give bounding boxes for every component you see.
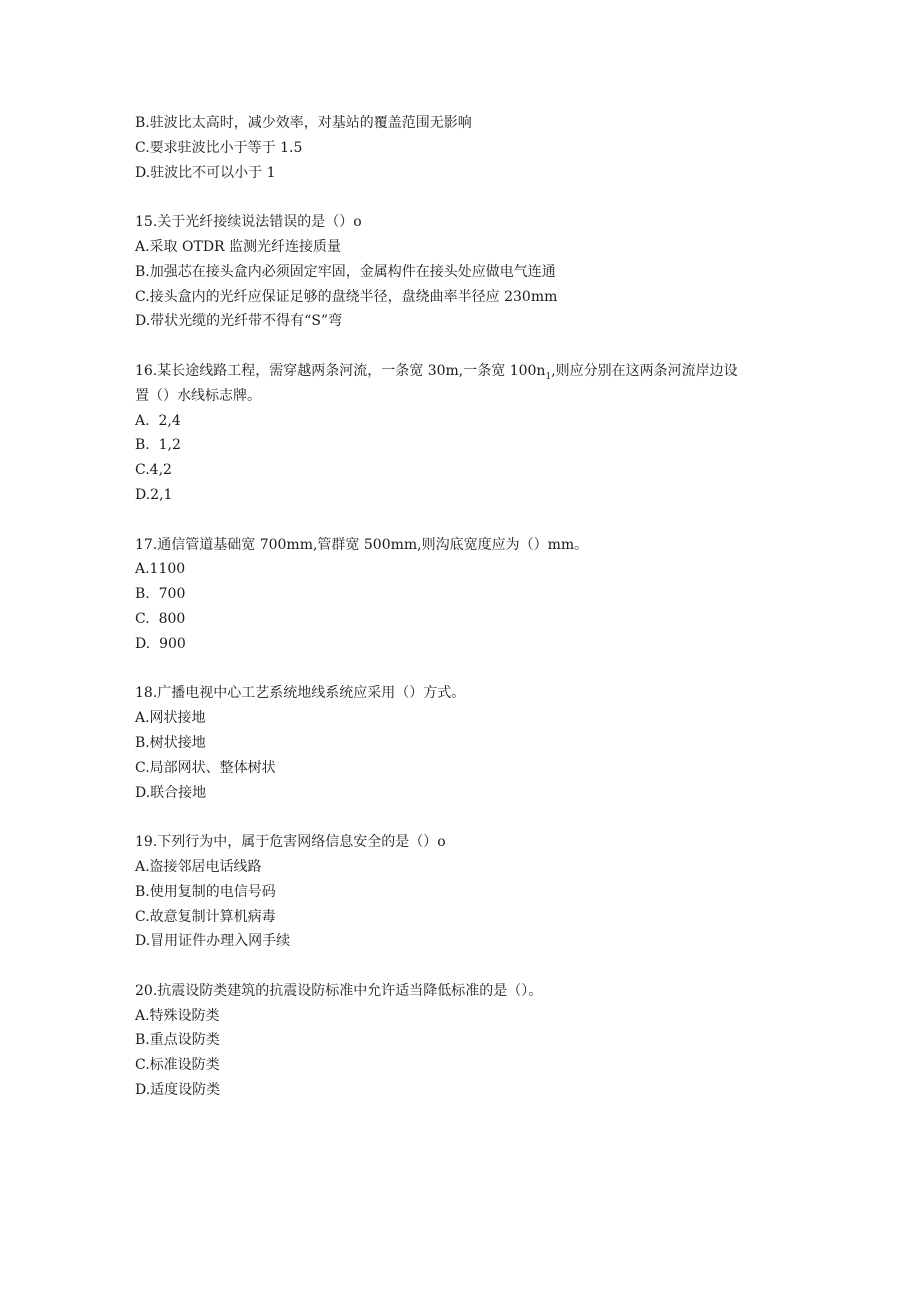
option-a: A.盗接邻居电话线路	[135, 858, 262, 875]
option-a: A.采取 OTDR 监测光纤连接质量	[135, 238, 342, 255]
option-b: B. 700	[135, 586, 186, 603]
option-b: B.驻波比太高时，减少效率，对基站的覆盖范围无影响	[135, 115, 472, 131]
option-d: D. 900	[135, 635, 186, 652]
option-a: A.网状接地	[135, 710, 206, 727]
spacer	[135, 657, 795, 682]
option-c: C.故意复制计算机病毒	[135, 908, 276, 925]
stem-text: ,则应分别在这两条河流岸边设	[551, 362, 738, 379]
question-list	[135, 111, 795, 1103]
question-stem: 20.抗震设防类建筑的抗震设防标准中允许适当降低标准的是（）。	[135, 982, 543, 999]
option-b: B.树状接地	[135, 734, 206, 751]
question-stem-line-1	[135, 359, 795, 384]
option-b: B. 1,2	[135, 437, 181, 454]
question-15	[135, 210, 795, 334]
option-a: A. 2,4	[135, 412, 181, 429]
option-d: D.适度设防类	[135, 1082, 221, 1099]
question-17	[135, 533, 795, 657]
question-stem: 18.广播电视中心工艺系统地线系统应采用（）方式。	[135, 685, 466, 702]
option-c: C.要求驻波比小于等于 1.5	[135, 139, 303, 156]
stem-subscript: 1	[545, 371, 552, 382]
question-20	[135, 979, 795, 1103]
option-c: C.接头盒内的光纤应保证足够的盘绕半径，盘绕曲率半径应 230mm	[135, 288, 558, 305]
option-d: D.驻波比不可以小于 1	[135, 164, 276, 181]
option-a: A.1100	[135, 561, 186, 578]
option-c: C.4,2	[135, 462, 172, 479]
question-19	[135, 830, 795, 954]
question-stem: 17.通信管道基础宽 700mm,管群宽 500mm,则沟底宽度应为（）mm。	[135, 536, 589, 553]
question-14-options	[135, 111, 795, 185]
question-stem: 15.关于光纤接续说法错误的是（）o	[135, 214, 362, 231]
stem-text: 16.某长途线路工程，需穿越两条河流，一条宽 30m,一条宽 100n	[135, 362, 546, 379]
option-d: D.带状光缆的光纤带不得有“S”弯	[135, 313, 343, 330]
option-c: C.标准设防类	[135, 1057, 220, 1074]
option-c: C.局部网状、整体树状	[135, 759, 276, 776]
option-b: B.加强芯在接头盒内必须固定牢固，金属构件在接头处应做电气连通	[135, 263, 556, 280]
option-c: C. 800	[135, 610, 186, 627]
spacer	[135, 334, 795, 359]
option-d: D.冒用证件办理入网手续	[135, 933, 291, 950]
option-d: D.2,1	[135, 486, 173, 503]
option-b: B.重点设防类	[135, 1032, 220, 1049]
option-b: B.使用复制的电信号码	[135, 883, 276, 900]
spacer	[135, 508, 795, 533]
spacer	[135, 954, 795, 979]
question-stem: 19.下列行为中，属于危害网络信息安全的是（）o	[135, 834, 446, 851]
spacer	[135, 185, 795, 210]
option-a: A.特殊设防类	[135, 1007, 220, 1024]
question-16	[135, 359, 795, 508]
question-18	[135, 681, 795, 805]
spacer	[135, 805, 795, 830]
option-d: D.联合接地	[135, 784, 207, 801]
question-stem-line-2: 置（）水线标志牌。	[135, 387, 261, 404]
